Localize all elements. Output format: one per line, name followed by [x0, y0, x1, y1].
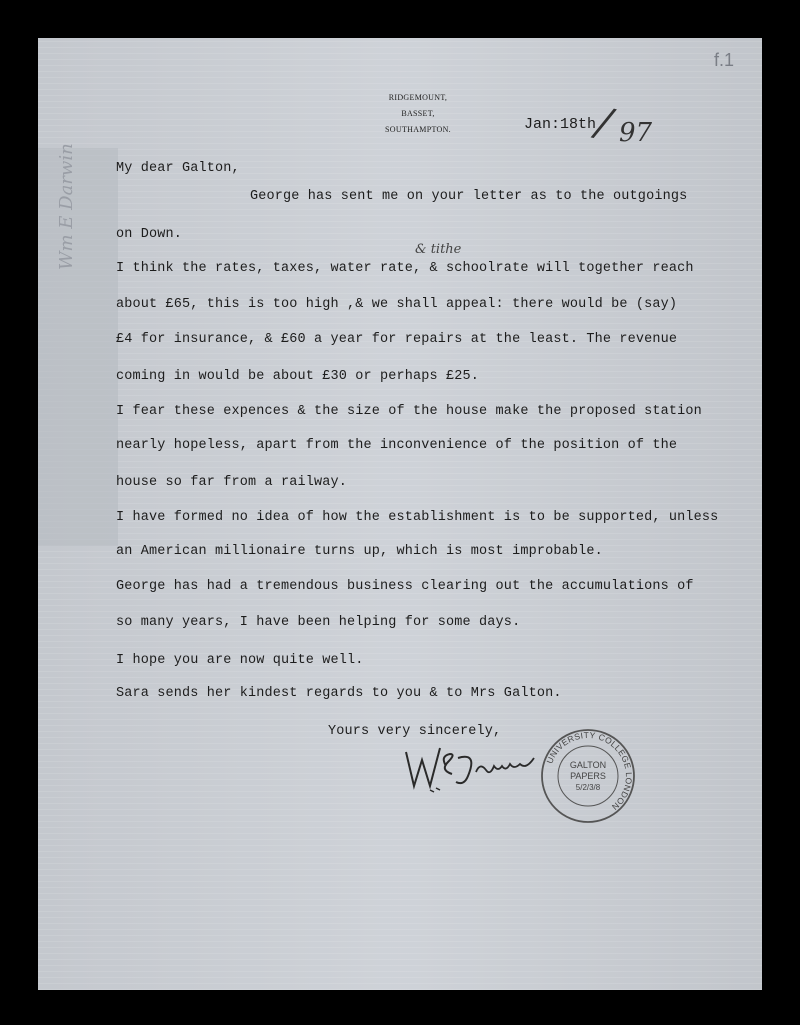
body-line: I think the rates, taxes, water rate, & schoolrate will together reach — [116, 261, 694, 276]
handwritten-insert: & tithe — [415, 242, 462, 257]
body-line: an American millionaire turns up, which is most improbable. — [116, 544, 603, 559]
letterhead-line-3: SOUTHAMPTON. — [385, 125, 451, 134]
body-line: about £65, this is too high ,& we shall appeal: there would be (say) — [116, 297, 678, 312]
date-slash-mark: / — [592, 99, 616, 147]
stamp-ring-text: UNIVERSITY COLLEGE LONDON — [544, 729, 635, 813]
stamp-center-mid: PAPERS — [570, 771, 606, 781]
body-line: I have formed no idea of how the establishment is to be supported, unless — [116, 510, 719, 525]
letter-date: Jan:18th — [524, 116, 597, 133]
body-line: nearly hopeless, apart from the inconvenience of the position of the — [116, 438, 678, 453]
body-line: George has had a tremendous business clearing out the accumulations of — [116, 579, 694, 594]
body-line: Sara sends her kindest regards to you & to Mrs Galton. — [116, 686, 562, 701]
letterhead-line-2: BASSET, — [401, 109, 435, 118]
margin-annotation: Wm E Darwin — [56, 143, 77, 270]
paper-fold-shadow — [38, 148, 118, 546]
signature — [400, 730, 560, 800]
body-line: George has sent me on your letter as to the outgoings — [250, 189, 688, 204]
body-line: £4 for insurance, & £60 a year for repairs at the least. The revenue — [116, 332, 678, 347]
letterhead — [358, 90, 478, 138]
stamp-center-top: GALTON — [569, 760, 607, 770]
closing: Yours very sincerely, — [328, 724, 502, 739]
letter-page — [38, 38, 762, 990]
body-line: coming in would be about £30 or perhaps £25. — [116, 369, 480, 384]
body-line: I hope you are now quite well. — [116, 653, 364, 668]
stamp-center-bottom: 5/2/3/8 — [575, 783, 601, 792]
letterhead-line-1: RIDGEMOUNT, — [388, 93, 448, 102]
body-line: on Down. — [116, 227, 183, 242]
folio-number: f.1 — [713, 50, 734, 70]
body-line: house so far from a railway. — [116, 475, 348, 490]
body-line: I fear these expences & the size of the house make the proposed station — [116, 404, 702, 419]
library-stamp — [538, 726, 638, 826]
salutation: My dear Galton, — [116, 161, 240, 176]
date-year: 97 — [619, 118, 653, 148]
body-line: so many years, I have been helping for some days. — [116, 615, 521, 630]
